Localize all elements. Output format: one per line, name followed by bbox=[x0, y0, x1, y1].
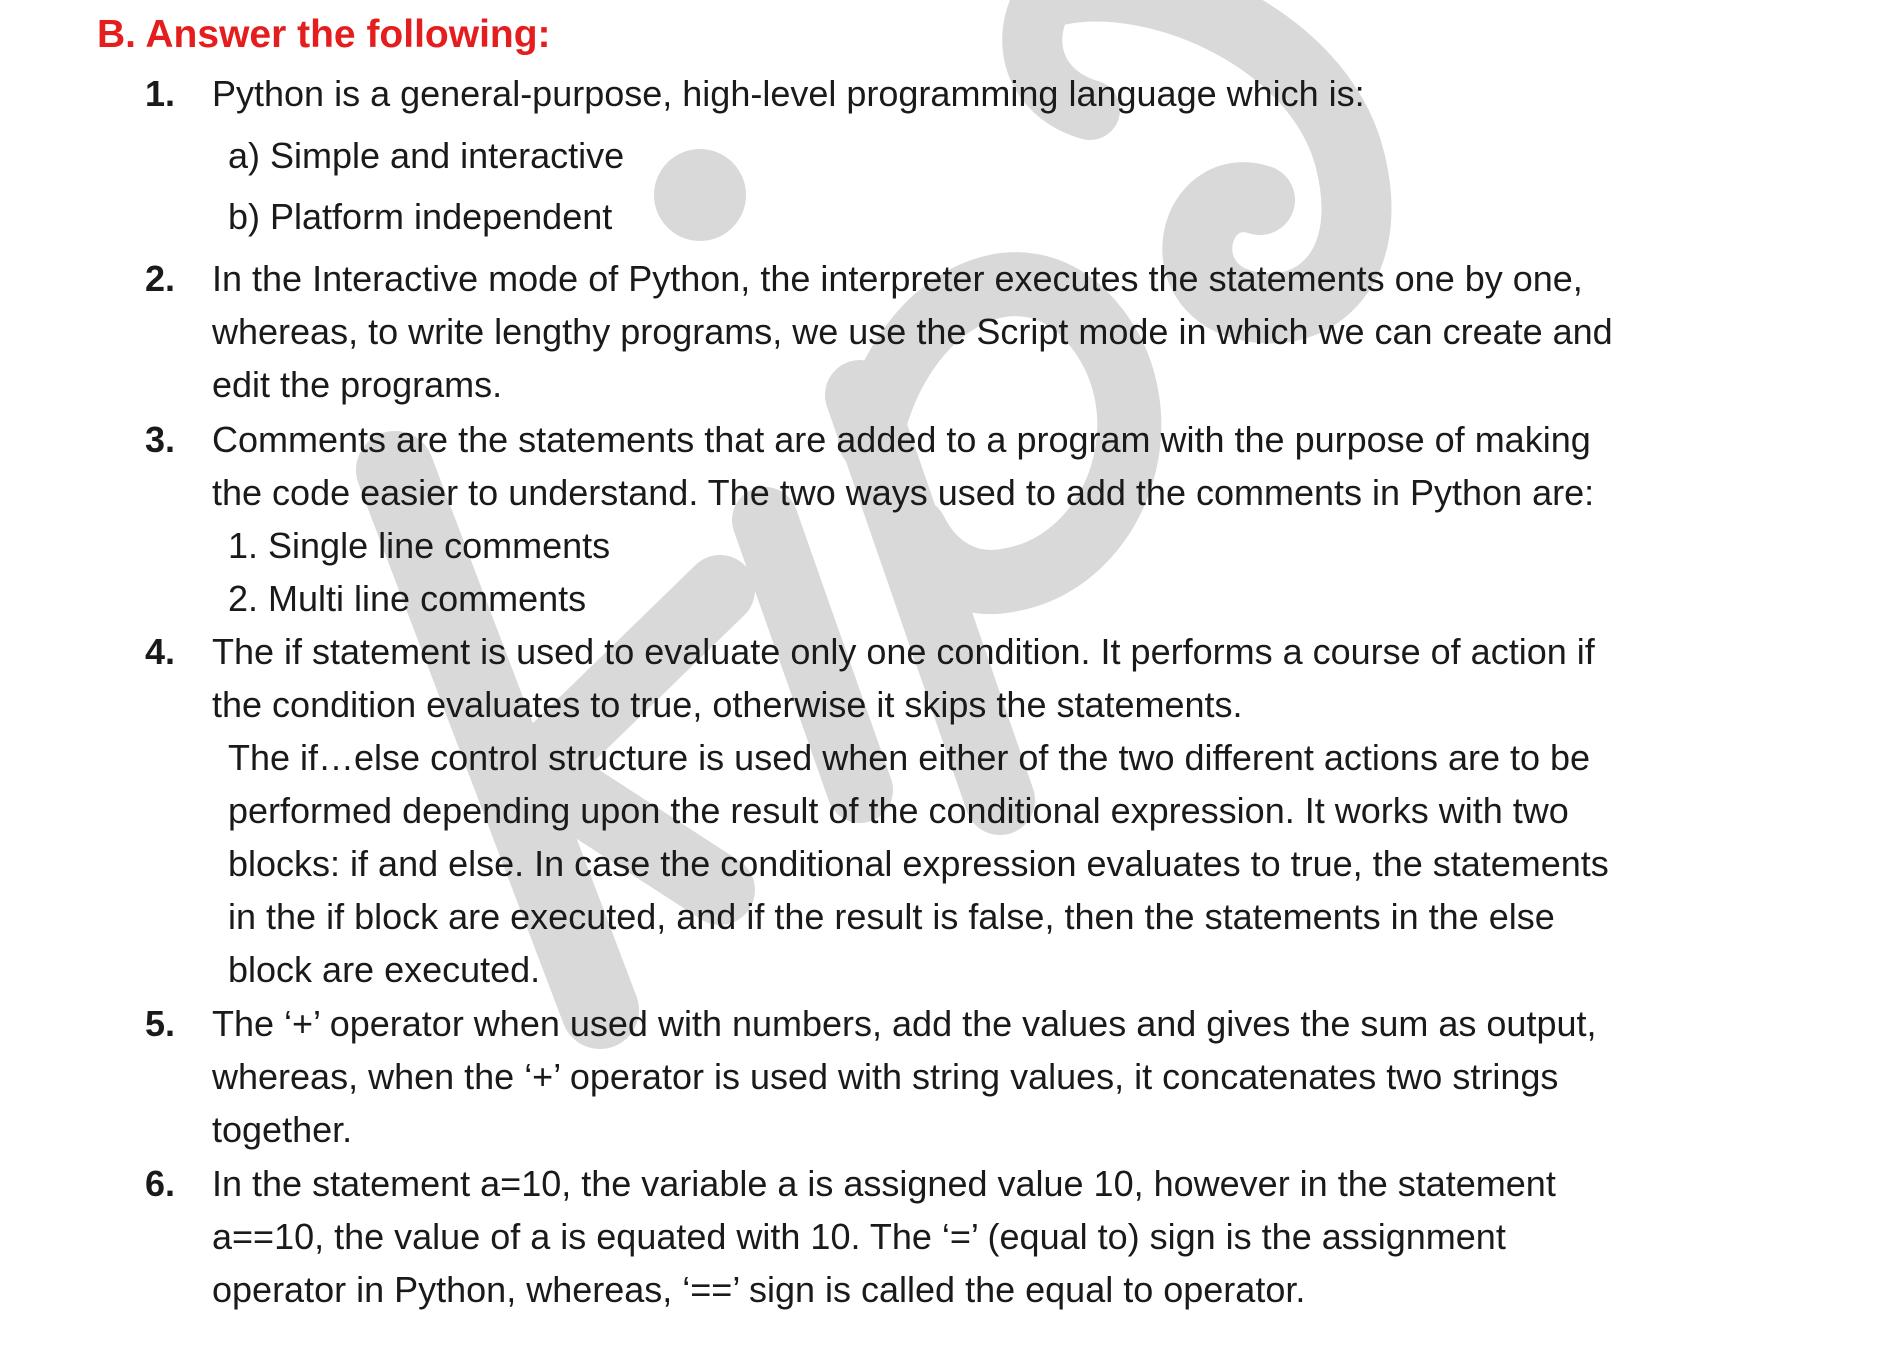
item-number: 3. bbox=[145, 419, 176, 460]
sub-line: blocks: if and else. In case the conditional expression evaluates to true, the statements bbox=[228, 843, 1609, 884]
text-line: whereas, when the ‘+’ operator is used with string values, it concatenates two strings bbox=[212, 1056, 1559, 1097]
item-text bbox=[212, 413, 1812, 519]
item-number: 5. bbox=[145, 1003, 176, 1044]
text-line: The ‘+’ operator when used with numbers, add the values and gives the sum as output, bbox=[212, 1003, 1597, 1044]
sub-line: 2. Multi line comments bbox=[228, 578, 587, 619]
item-text bbox=[212, 67, 1812, 120]
sub-line: a) Simple and interactive bbox=[228, 135, 625, 176]
section-heading: B. Answer the following: bbox=[97, 13, 551, 56]
text-line: operator in Python, whereas, ‘==’ sign is called the equal to operator. bbox=[212, 1269, 1306, 1310]
text-line: a==10, the value of a is equated with 10. The ‘=’ (equal to) sign is the assignment bbox=[212, 1216, 1506, 1257]
text-line: The if statement is used to evaluate only one condition. It performs a course of action if bbox=[212, 631, 1595, 672]
item-text bbox=[212, 1157, 1812, 1316]
item-sub-list bbox=[228, 519, 1828, 625]
item-number: 2. bbox=[145, 258, 176, 299]
sub-line: b) Platform independent bbox=[228, 196, 613, 237]
text-line: In the statement a=10, the variable a is assigned value 10, however in the statement bbox=[212, 1163, 1556, 1204]
item-text bbox=[212, 252, 1812, 411]
text-line: whereas, to write lengthy programs, we use the Script mode in which we can create and bbox=[212, 311, 1613, 352]
text-line: Python is a general-purpose, high-level programming language which is: bbox=[212, 73, 1365, 114]
item-text bbox=[212, 625, 1812, 731]
item-sub-list bbox=[228, 129, 1828, 243]
text-line: together. bbox=[212, 1109, 353, 1150]
item-number: 4. bbox=[145, 631, 176, 672]
item-text bbox=[212, 997, 1812, 1156]
sub-line: The if…else control structure is used when either of the two different actions are to be bbox=[228, 737, 1591, 778]
item-sub-paragraph bbox=[228, 731, 1828, 996]
text-line: Comments are the statements that are added to a program with the purpose of making bbox=[212, 419, 1591, 460]
text-line: edit the programs. bbox=[212, 364, 503, 405]
text-line: In the Interactive mode of Python, the interpreter executes the statements one by one, bbox=[212, 258, 1583, 299]
text-line: the condition evaluates to true, otherwise it skips the statements. bbox=[212, 684, 1243, 725]
item-number: 6. bbox=[145, 1163, 176, 1204]
sub-line: in the if block are executed, and if the result is false, then the statements in the else bbox=[228, 896, 1555, 937]
text-line: the code easier to understand. The two ways used to add the comments in Python are: bbox=[212, 472, 1595, 513]
item-number: 1. bbox=[145, 73, 176, 114]
sub-line: block are executed. bbox=[228, 949, 541, 990]
sub-line: 1. Single line comments bbox=[228, 525, 611, 566]
sub-line: performed depending upon the result of the conditional expression. It works with two bbox=[228, 790, 1569, 831]
